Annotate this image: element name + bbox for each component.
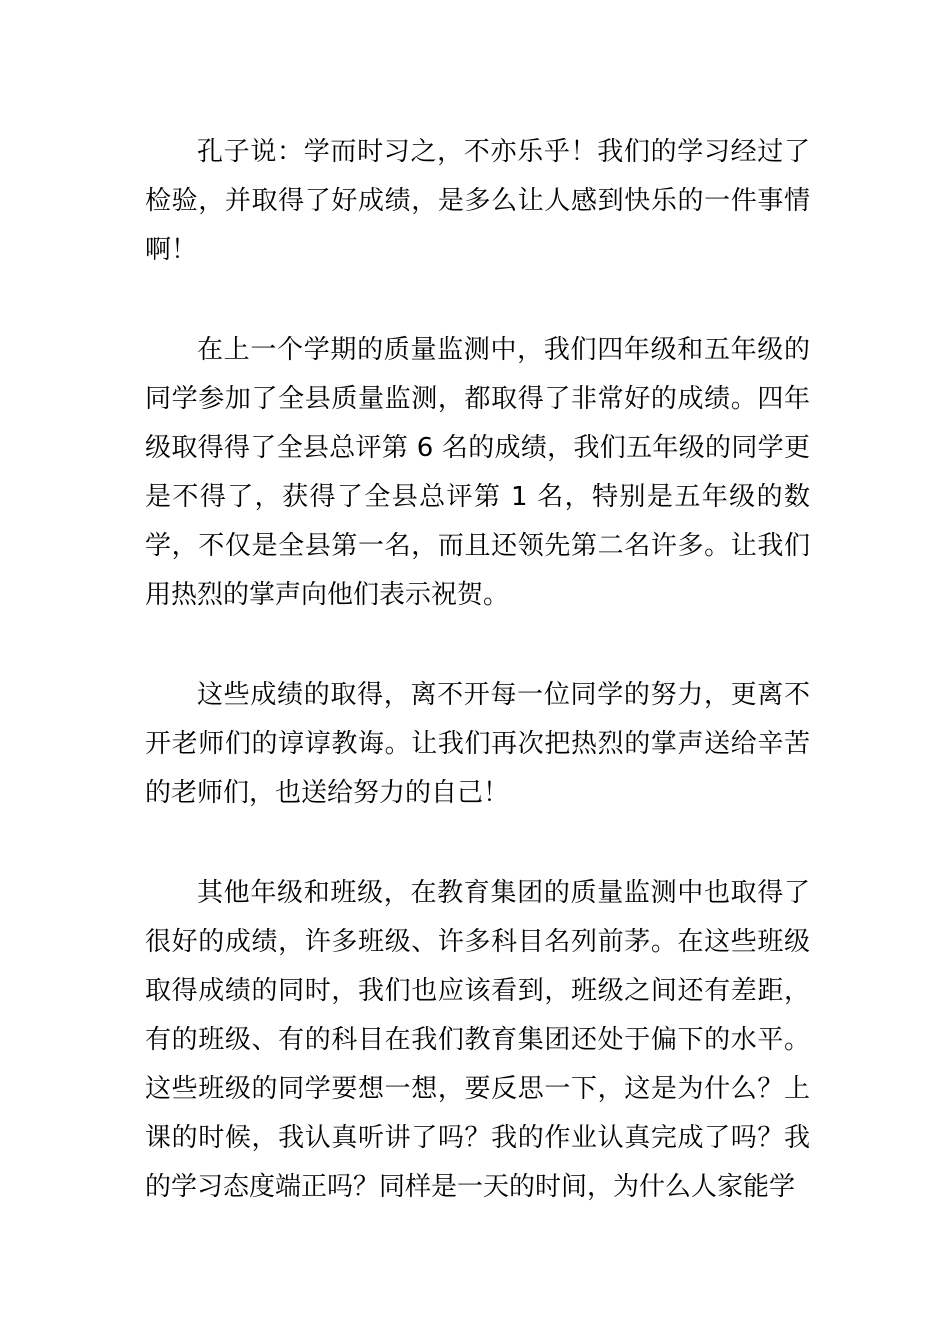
- paragraph-2: 在上一个学期的质量监测中，我们四年级和五年级的同学参加了全县质量监测，都取得了非常好的成绩。四年级取得得了全县总评第 6 名的成绩，我们五年级的同学更是不得了，获得了全县总评第 1 名，特别是五年级的数学，不仅是全县第一名，而且还领先第二名许多。让我们用热烈的掌声向他们表示祝贺。: [145, 335, 810, 610]
- paragraph-4: 其他年级和班级，在教育集团的质量监测中也取得了很好的成绩，许多班级、许多科目名列前茅。在这些班级取得成绩的同时，我们也应该看到，班级之间还有差距，有的班级、有的科目在我们教育集团还处于偏下的水平。这些班级的同学要想一想，要反思一下，这是为什么？上课的时候，我认真听讲了吗？我的作业认真完成了吗？我的学习态度端正吗？同样是一天的时间，为什么人家能学: [145, 878, 810, 1202]
- document-body: [145, 128, 810, 1212]
- paragraph-3: 这些成绩的取得，离不开每一位同学的努力，更离不开老师们的谆谆教诲。让我们再次把热烈的掌声送给辛苦的老师们，也送给努力的自己！: [145, 680, 810, 808]
- paragraph-1: 孔子说：学而时习之，不亦乐乎！我们的学习经过了检验，并取得了好成绩，是多么让人感到快乐的一件事情啊！: [145, 137, 810, 265]
